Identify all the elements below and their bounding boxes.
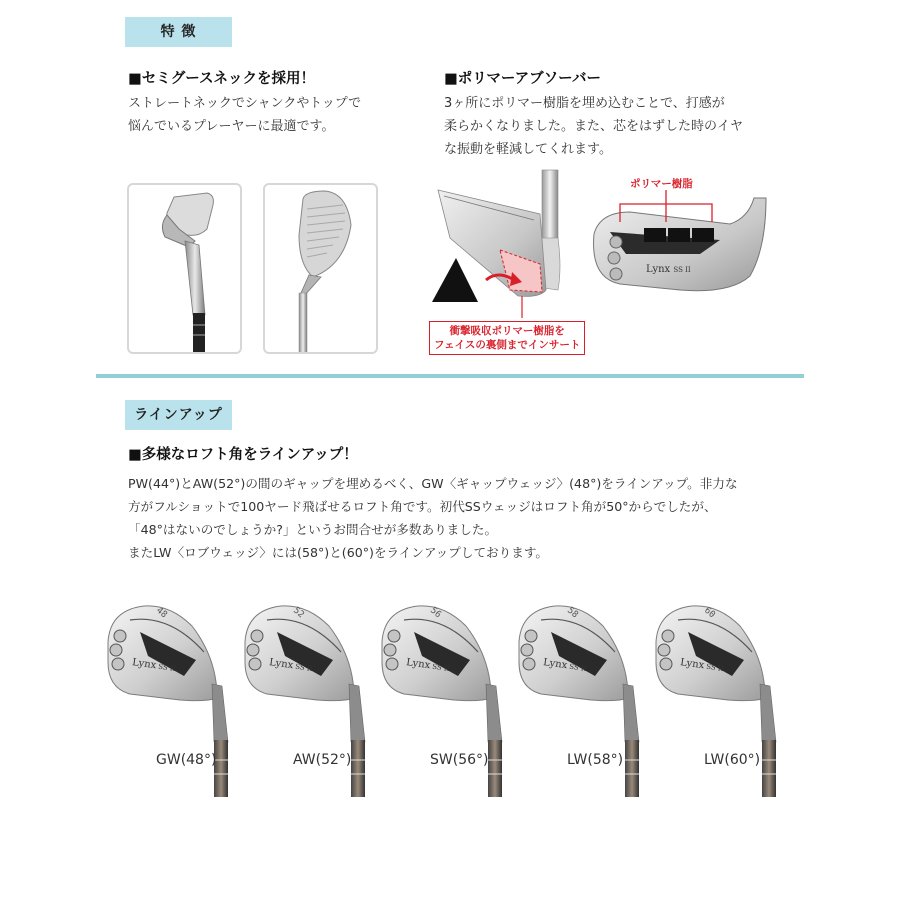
lineup-heading: ■多様なロフト角をラインアップ！	[128, 447, 358, 463]
wedge-loft-stamp: 60	[702, 605, 717, 621]
polymer-resin-label: ポリマー樹脂	[630, 178, 693, 190]
absorber-line-2: 柔らかくなりました。また、芯をはずした時のイヤ	[444, 119, 744, 134]
wedge-model-text: SS II	[429, 662, 450, 673]
absorber-line-1: 3ヶ所にポリマー樹脂を埋め込むことで、打感が	[444, 96, 725, 111]
wedge-model-text: SS II	[292, 662, 313, 673]
absorber-model-text: SS II	[673, 266, 691, 274]
lineup-tag: ラインアップ	[125, 400, 232, 430]
lineup-line-4: またLW〈ロブウェッジ〉には(58°)と(60°)をラインアップしております。	[128, 545, 548, 560]
neck-description	[128, 92, 361, 138]
wedge-loft-stamp: 52	[291, 605, 306, 621]
wedge-brand-text: Lynx	[679, 657, 705, 672]
wedge-loft-stamp: 58	[565, 605, 580, 621]
lineup-line-3: 「48°はないのでしょうか?」というお問合せが多数ありました。	[128, 522, 498, 537]
lineup-line-2: 方がフルショットで100ヤード飛ばせるロフト角です。初代SSウェッジはロフト角が50°からでしたが、	[128, 499, 717, 514]
wedge-label: LW(58°)	[567, 752, 624, 768]
wedge-face-image	[265, 185, 378, 354]
neck-photo-side	[127, 183, 242, 354]
features-tag: 特 徴	[125, 17, 232, 47]
absorber-brand-stamp	[646, 264, 691, 275]
insert-callout-line-1: 衝撃吸収ポリマー樹脂を	[449, 325, 565, 337]
wedge-brand-text: Lynx	[131, 657, 157, 672]
absorber-heading: ■ポリマーアブソーバー	[444, 71, 601, 87]
wedge-brand-text: Lynx	[542, 657, 568, 672]
wedge-loft-stamp: 48	[154, 605, 169, 621]
absorber-line-3: な振動を軽減してくれます。	[444, 142, 612, 157]
wedge-model-text: SS II	[566, 662, 587, 673]
wedge-label: LW(60°)	[704, 752, 761, 768]
neck-line-1: ストレートネックでシャンクやトップで	[128, 96, 362, 111]
wedge-brand-text: Lynx	[405, 657, 431, 672]
wedge-label: GW(48°)	[156, 752, 217, 768]
wedge-brand-text: Lynx	[268, 657, 294, 672]
wedge-loft-stamp: 56	[428, 605, 443, 621]
wedge-neck-side-image	[129, 185, 242, 354]
neck-photo-face	[263, 183, 378, 354]
insert-callout	[429, 321, 585, 355]
absorber-description	[444, 92, 743, 161]
neck-line-2: 悩んでいるプレーヤーに最適です。	[128, 119, 335, 134]
insert-callout-line-2: フェイスの裏側までインサート	[434, 339, 581, 351]
wedge-model-text: SS II	[155, 662, 176, 673]
wedge-model-text: SS II	[703, 662, 724, 673]
lineup-description	[128, 472, 738, 564]
neck-heading: ■セミグースネックを採用！	[128, 71, 315, 87]
lineup-line-1: PW(44°)とAW(52°)の間のギャップを埋めるべく、GW〈ギャップウェッジ〉(48°)をラインアップ。非力な	[128, 476, 738, 491]
wedge-label: SW(56°)	[430, 752, 489, 768]
wedge-label: AW(52°)	[293, 752, 352, 768]
absorber-brand-text: Lynx	[646, 264, 671, 275]
section-divider	[96, 374, 804, 378]
